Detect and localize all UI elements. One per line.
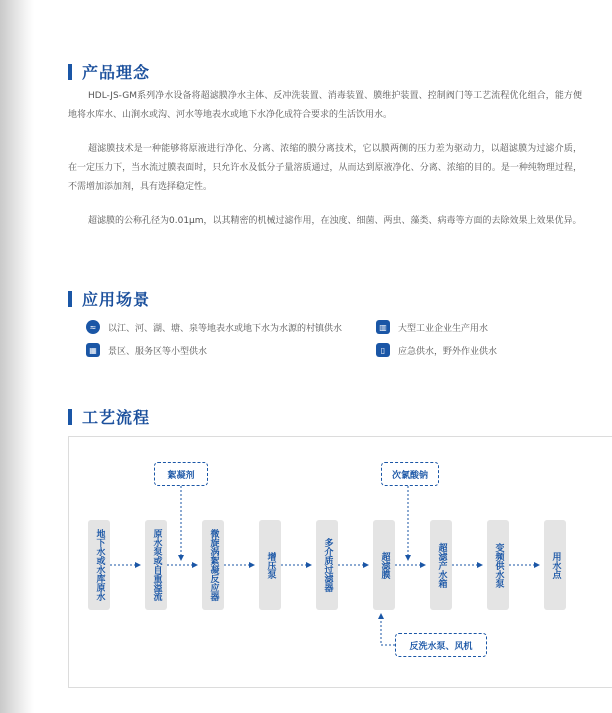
node-label: 超滤产水箱 [436, 542, 447, 588]
node-label: 增压泵 [265, 551, 276, 579]
node-label: 用水点 [550, 551, 561, 579]
water-source-icon: ≈ [86, 320, 100, 334]
scene-item-label: 大型工业企业生产用水 [398, 323, 489, 334]
process-node-flocculation-reactor [202, 520, 224, 610]
factory-icon: ▥ [376, 320, 390, 334]
concept-paragraph-1: HDL-JS-GM系列净水设备将超滤膜净水主体、反冲洗装置、消毒装置、膜维护装置、控制阀门等工艺流程优化组合，能方便地将水库水、山涧水或沟、河水等地表水或地下水净化成符合要求的生活饮用水。 [68, 91, 582, 120]
backwash-label: 反洗水泵、风机 [409, 641, 473, 652]
concept-paragraph-3: 超滤膜的公称孔径为0.01μm，以其精密的机械过滤作用，在浊度、细菌、两虫、藻类、病毒等方面的去除效果上效果优异。 [88, 216, 582, 226]
scenic-icon: ▦ [86, 343, 100, 357]
process-node-vfd-pump [487, 520, 509, 610]
disinfectant-box [381, 462, 439, 486]
process-node-raw-pump [145, 520, 167, 610]
scene-item-label: 景区、服务区等小型供水 [108, 346, 208, 357]
node-label: 多介质过滤器 [322, 538, 333, 592]
flocculant-box [154, 462, 208, 486]
backwash-box [395, 633, 487, 657]
scene-item-label: 以江、河、湖、塘、泉等地表水或地下水为水源的村镇供水 [108, 323, 343, 334]
scene-item-label: 应急供水，野外作业供水 [398, 346, 498, 357]
process-node-multimedia-filter [316, 520, 338, 610]
emergency-icon: ▯ [376, 343, 390, 357]
node-label: 超滤膜 [379, 551, 390, 579]
process-title: 工艺流程 [82, 408, 151, 427]
process-node-raw-water [88, 520, 110, 610]
process-node-product-tank [430, 520, 452, 610]
node-label: 变频供水泵 [493, 542, 504, 588]
scenes-title: 应用场景 [82, 290, 151, 309]
concept-title: 产品理念 [82, 63, 151, 82]
node-label: 微旋涡絮凝反应器 [208, 529, 219, 601]
flocculant-label: 絮凝剂 [167, 470, 195, 481]
node-label: 地下水或水库原水 [94, 529, 105, 601]
process-node-booster-pump [259, 520, 281, 610]
process-node-point-of-use [544, 520, 566, 610]
process-node-uf-membrane [373, 520, 395, 610]
concept-paragraph-2: 超滤膜技术是一种能够将原液进行净化、分离、浓缩的膜分离技术，它以膜两侧的压力差为驱动力，以超滤膜为过滤介质，在一定压力下，当水流过膜表面时，只允许水及低分子量溶质通过，从而达到原液净化、分离、浓缩的目的。是一种纯物理过程，不需增加添加剂，具有选择稳定性。 [68, 144, 582, 192]
disinfectant-label: 次氯酸钠 [391, 470, 428, 481]
node-label: 原水泵或自重溢流 [151, 529, 162, 601]
